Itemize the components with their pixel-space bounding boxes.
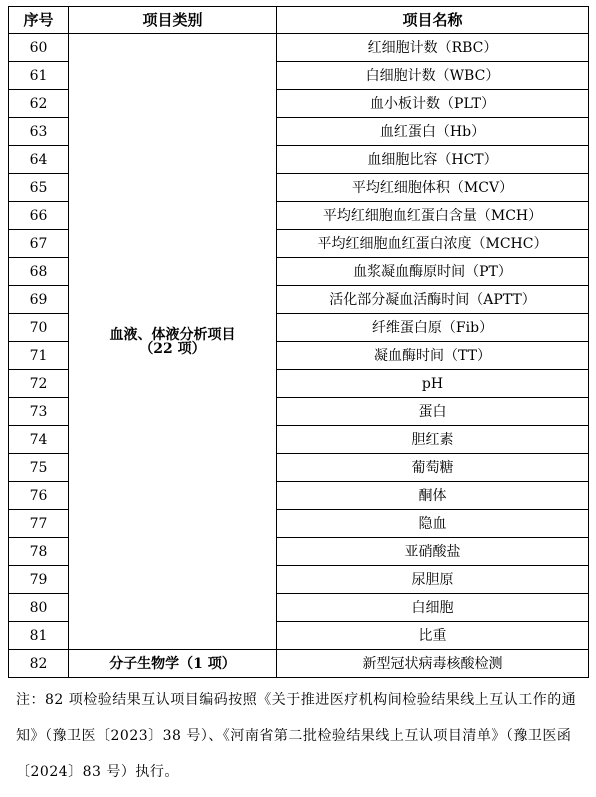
row-serial: 61: [9, 62, 69, 90]
row-item-name: 活化部分凝血活酶时间（APTT）: [277, 286, 589, 314]
category-blood-count: （22 项）: [139, 340, 206, 357]
row-item-name: 酮体: [277, 482, 589, 510]
row-serial: 76: [9, 482, 69, 510]
row-item-name: 红细胞计数（RBC）: [277, 34, 589, 62]
row-serial: 60: [9, 34, 69, 62]
row-item-name: 血浆凝血酶原时间（PT）: [277, 258, 589, 286]
row-serial: 81: [9, 622, 69, 650]
row-item-name: 亚硝酸盐: [277, 538, 589, 566]
table-body: [9, 34, 589, 678]
header-serial: 序号: [9, 7, 69, 34]
row-item-name: 隐血: [277, 510, 589, 538]
header-category: 项目类别: [69, 7, 277, 34]
row-item-name: 纤维蛋白原（Fib）: [277, 314, 589, 342]
row-serial: 70: [9, 314, 69, 342]
row-item-name: 新型冠状病毒核酸检测: [277, 650, 589, 678]
row-serial: 69: [9, 286, 69, 314]
row-serial: 79: [9, 566, 69, 594]
row-serial: 66: [9, 202, 69, 230]
row-serial: 80: [9, 594, 69, 622]
row-item-name: pH: [277, 370, 589, 398]
row-item-name: 尿胆原: [277, 566, 589, 594]
table-header-row: [9, 7, 589, 34]
table-row: [9, 34, 589, 62]
row-item-name: 白细胞: [277, 594, 589, 622]
row-serial: 78: [9, 538, 69, 566]
category-molecular-cell: 分子生物学（1 项）: [69, 650, 277, 678]
category-blood-name: 血液、体液分析项目: [109, 326, 236, 343]
row-serial: 73: [9, 398, 69, 426]
row-item-name: 血小板计数（PLT）: [277, 90, 589, 118]
items-table: [8, 6, 589, 678]
row-serial: 65: [9, 174, 69, 202]
row-serial: 71: [9, 342, 69, 370]
row-serial: 72: [9, 370, 69, 398]
row-serial: 77: [9, 510, 69, 538]
row-serial: 64: [9, 146, 69, 174]
row-item-name: 平均红细胞血红蛋白浓度（MCHC）: [277, 230, 589, 258]
table-row: [9, 650, 589, 678]
header-item-name: 项目名称: [277, 7, 589, 34]
row-serial: 68: [9, 258, 69, 286]
footnote: 注：82 项检验结果互认项目编码按照《关于推进医疗机构间检验结果线上互认工作的通知》（豫卫医〔2023〕38 号）、《河南省第二批检验结果线上互认项目清单》（豫卫医函〔2024〕83 号）执行。: [16, 692, 577, 780]
row-serial: 82: [9, 650, 69, 678]
row-serial: 74: [9, 426, 69, 454]
row-serial: 67: [9, 230, 69, 258]
category-blood-cell: [69, 34, 277, 650]
row-item-name: 血红蛋白（Hb）: [277, 118, 589, 146]
row-item-name: 凝血酶时间（TT）: [277, 342, 589, 370]
row-serial: 63: [9, 118, 69, 146]
row-serial: 62: [9, 90, 69, 118]
row-item-name: 胆红素: [277, 426, 589, 454]
row-item-name: 白细胞计数（WBC）: [277, 62, 589, 90]
row-item-name: 血细胞比容（HCT）: [277, 146, 589, 174]
row-item-name: 平均红细胞血红蛋白含量（MCH）: [277, 202, 589, 230]
row-item-name: 比重: [277, 622, 589, 650]
row-item-name: 葡萄糖: [277, 454, 589, 482]
row-serial: 75: [9, 454, 69, 482]
row-item-name: 平均红细胞体积（MCV）: [277, 174, 589, 202]
row-item-name: 蛋白: [277, 398, 589, 426]
